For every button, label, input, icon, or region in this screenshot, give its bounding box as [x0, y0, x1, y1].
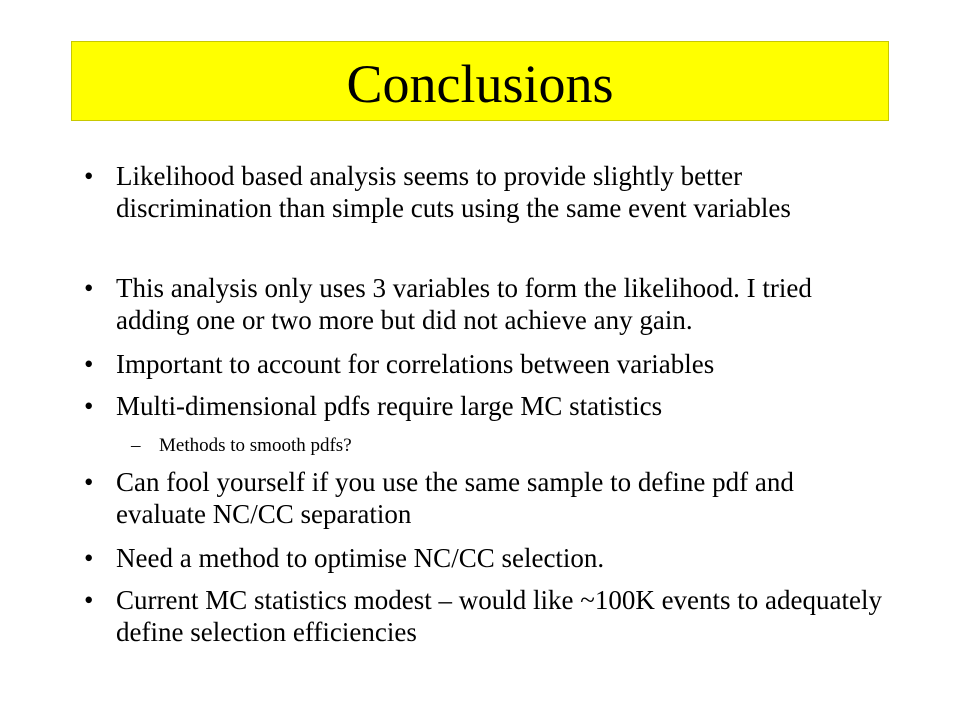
bullet-marker: •	[84, 543, 94, 573]
bullet-item	[84, 160, 884, 224]
bullet-item	[84, 466, 884, 530]
bullet-item	[84, 348, 884, 380]
bullet-marker: •	[84, 349, 94, 379]
bullet-marker: •	[84, 467, 94, 497]
sub-bullet-text: Methods to smooth pdfs?	[159, 435, 352, 456]
bullet-marker: •	[84, 161, 94, 191]
bullet-text: Can fool yourself if you use the same sample to define pdf and evaluate NC/CC separation	[116, 467, 794, 529]
bullet-marker: •	[84, 585, 94, 615]
bullet-item	[84, 542, 884, 574]
sub-bullet-marker: –	[131, 435, 141, 456]
bullet-item	[84, 584, 884, 648]
bullet-marker: •	[84, 391, 94, 421]
bullet-marker: •	[84, 273, 94, 303]
bullet-item	[84, 390, 884, 422]
bullet-text: This analysis only uses 3 variables to form the likelihood. I tried adding one or two more but did not achieve any gain.	[116, 273, 812, 335]
bullet-item	[84, 272, 884, 336]
bullet-text: Important to account for correlations between variables	[116, 349, 715, 379]
slide-title: Conclusions	[346, 54, 614, 114]
bullet-text: Current MC statistics modest – would like ~100K events to adequately define selection efficiencies	[116, 585, 882, 647]
bullet-text: Likelihood based analysis seems to provide slightly better discrimination than simple cuts using the same event variables	[116, 161, 791, 223]
bullet-text: Need a method to optimise NC/CC selection.	[116, 543, 605, 573]
sub-bullet-item	[131, 434, 831, 458]
bullet-text: Multi-dimensional pdfs require large MC statistics	[116, 391, 663, 421]
